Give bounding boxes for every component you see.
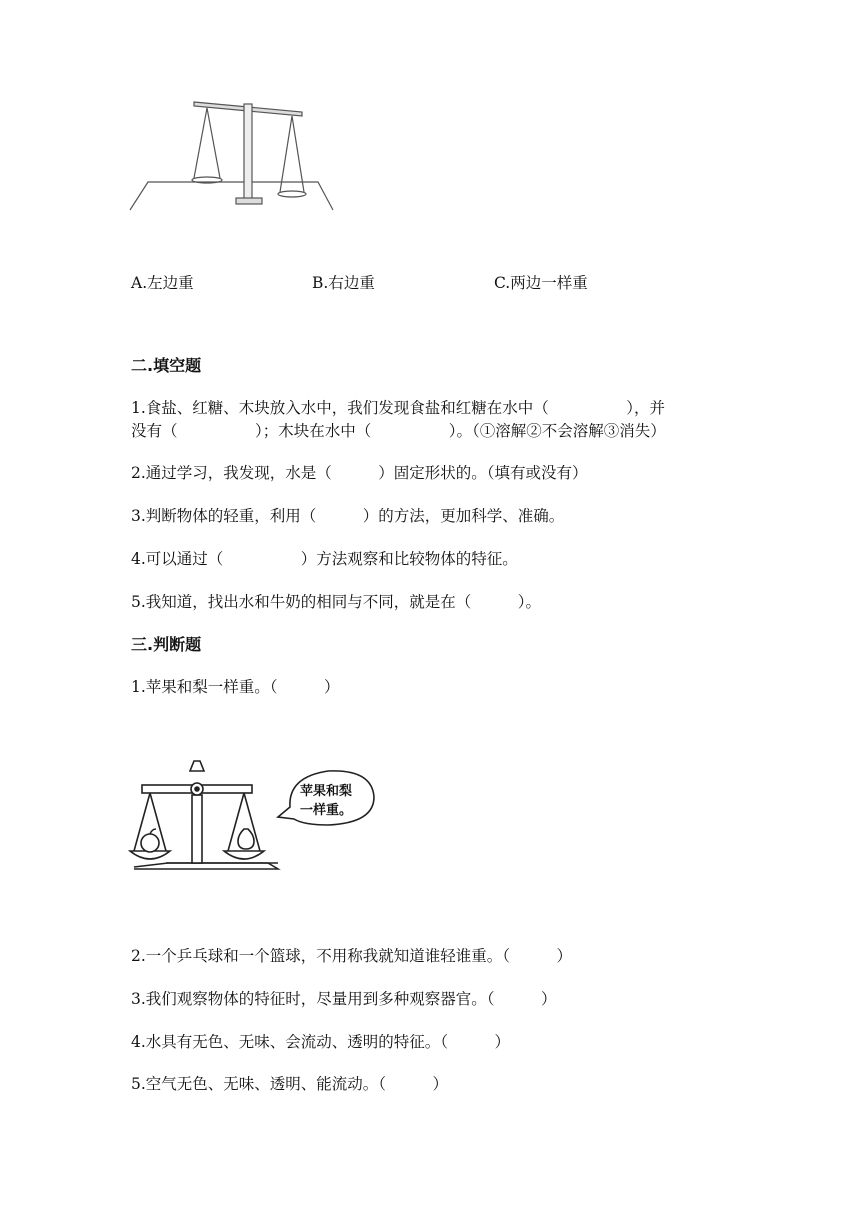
section-2-title: 二.填空题 xyxy=(131,356,202,375)
judge-question-4: 4.水具有无色、无味、会流动、透明的特征。（ ） xyxy=(131,1033,511,1051)
bubble-text-line-2: 一样重。 xyxy=(300,803,353,818)
fill-question-1-line-2: 没有（ ）；木块在水中（ ）。（①溶解②不会溶解③消失） xyxy=(131,422,666,440)
judge-question-5: 5.空气无色、无味、透明、能流动。（ ） xyxy=(131,1075,449,1093)
section-3-title: 三.判断题 xyxy=(131,635,202,654)
judge-question-2: 2.一个乒乓球和一个篮球，不用称我就知道谁轻谁重。（ ） xyxy=(131,947,573,965)
fill-question-2: 2.通过学习，我发现，水是（ ）固定形状的。（填有或没有） xyxy=(131,464,588,482)
judge-question-3: 3.我们观察物体的特征时，尽量用到多种观察器官。（ ） xyxy=(131,990,557,1008)
fill-question-4: 4.可以通过（ ）方法观察和比较物体的特征。 xyxy=(131,550,518,568)
option-c[interactable]: C.两边一样重 xyxy=(494,274,588,292)
option-a[interactable]: A.左边重 xyxy=(131,274,194,292)
fill-question-5: 5.我知道，找出水和牛奶的相同与不同，就是在（ ）。 xyxy=(131,593,542,611)
judge-question-1: 1.苹果和梨一样重。（ ） xyxy=(131,678,340,696)
fill-question-3: 3.判断物体的轻重，利用（ ）的方法，更加科学、准确。 xyxy=(131,507,565,525)
option-b[interactable]: B.右边重 xyxy=(312,274,375,292)
fill-question-1-line-1: 1.食盐、红糖、木块放入水中，我们发现食盐和红糖在水中（ ），并 xyxy=(131,399,666,417)
balance-scale-figure xyxy=(128,96,338,218)
bubble-text-line-1: 苹果和梨 xyxy=(300,784,353,799)
apple-pear-balance-figure xyxy=(128,757,378,881)
